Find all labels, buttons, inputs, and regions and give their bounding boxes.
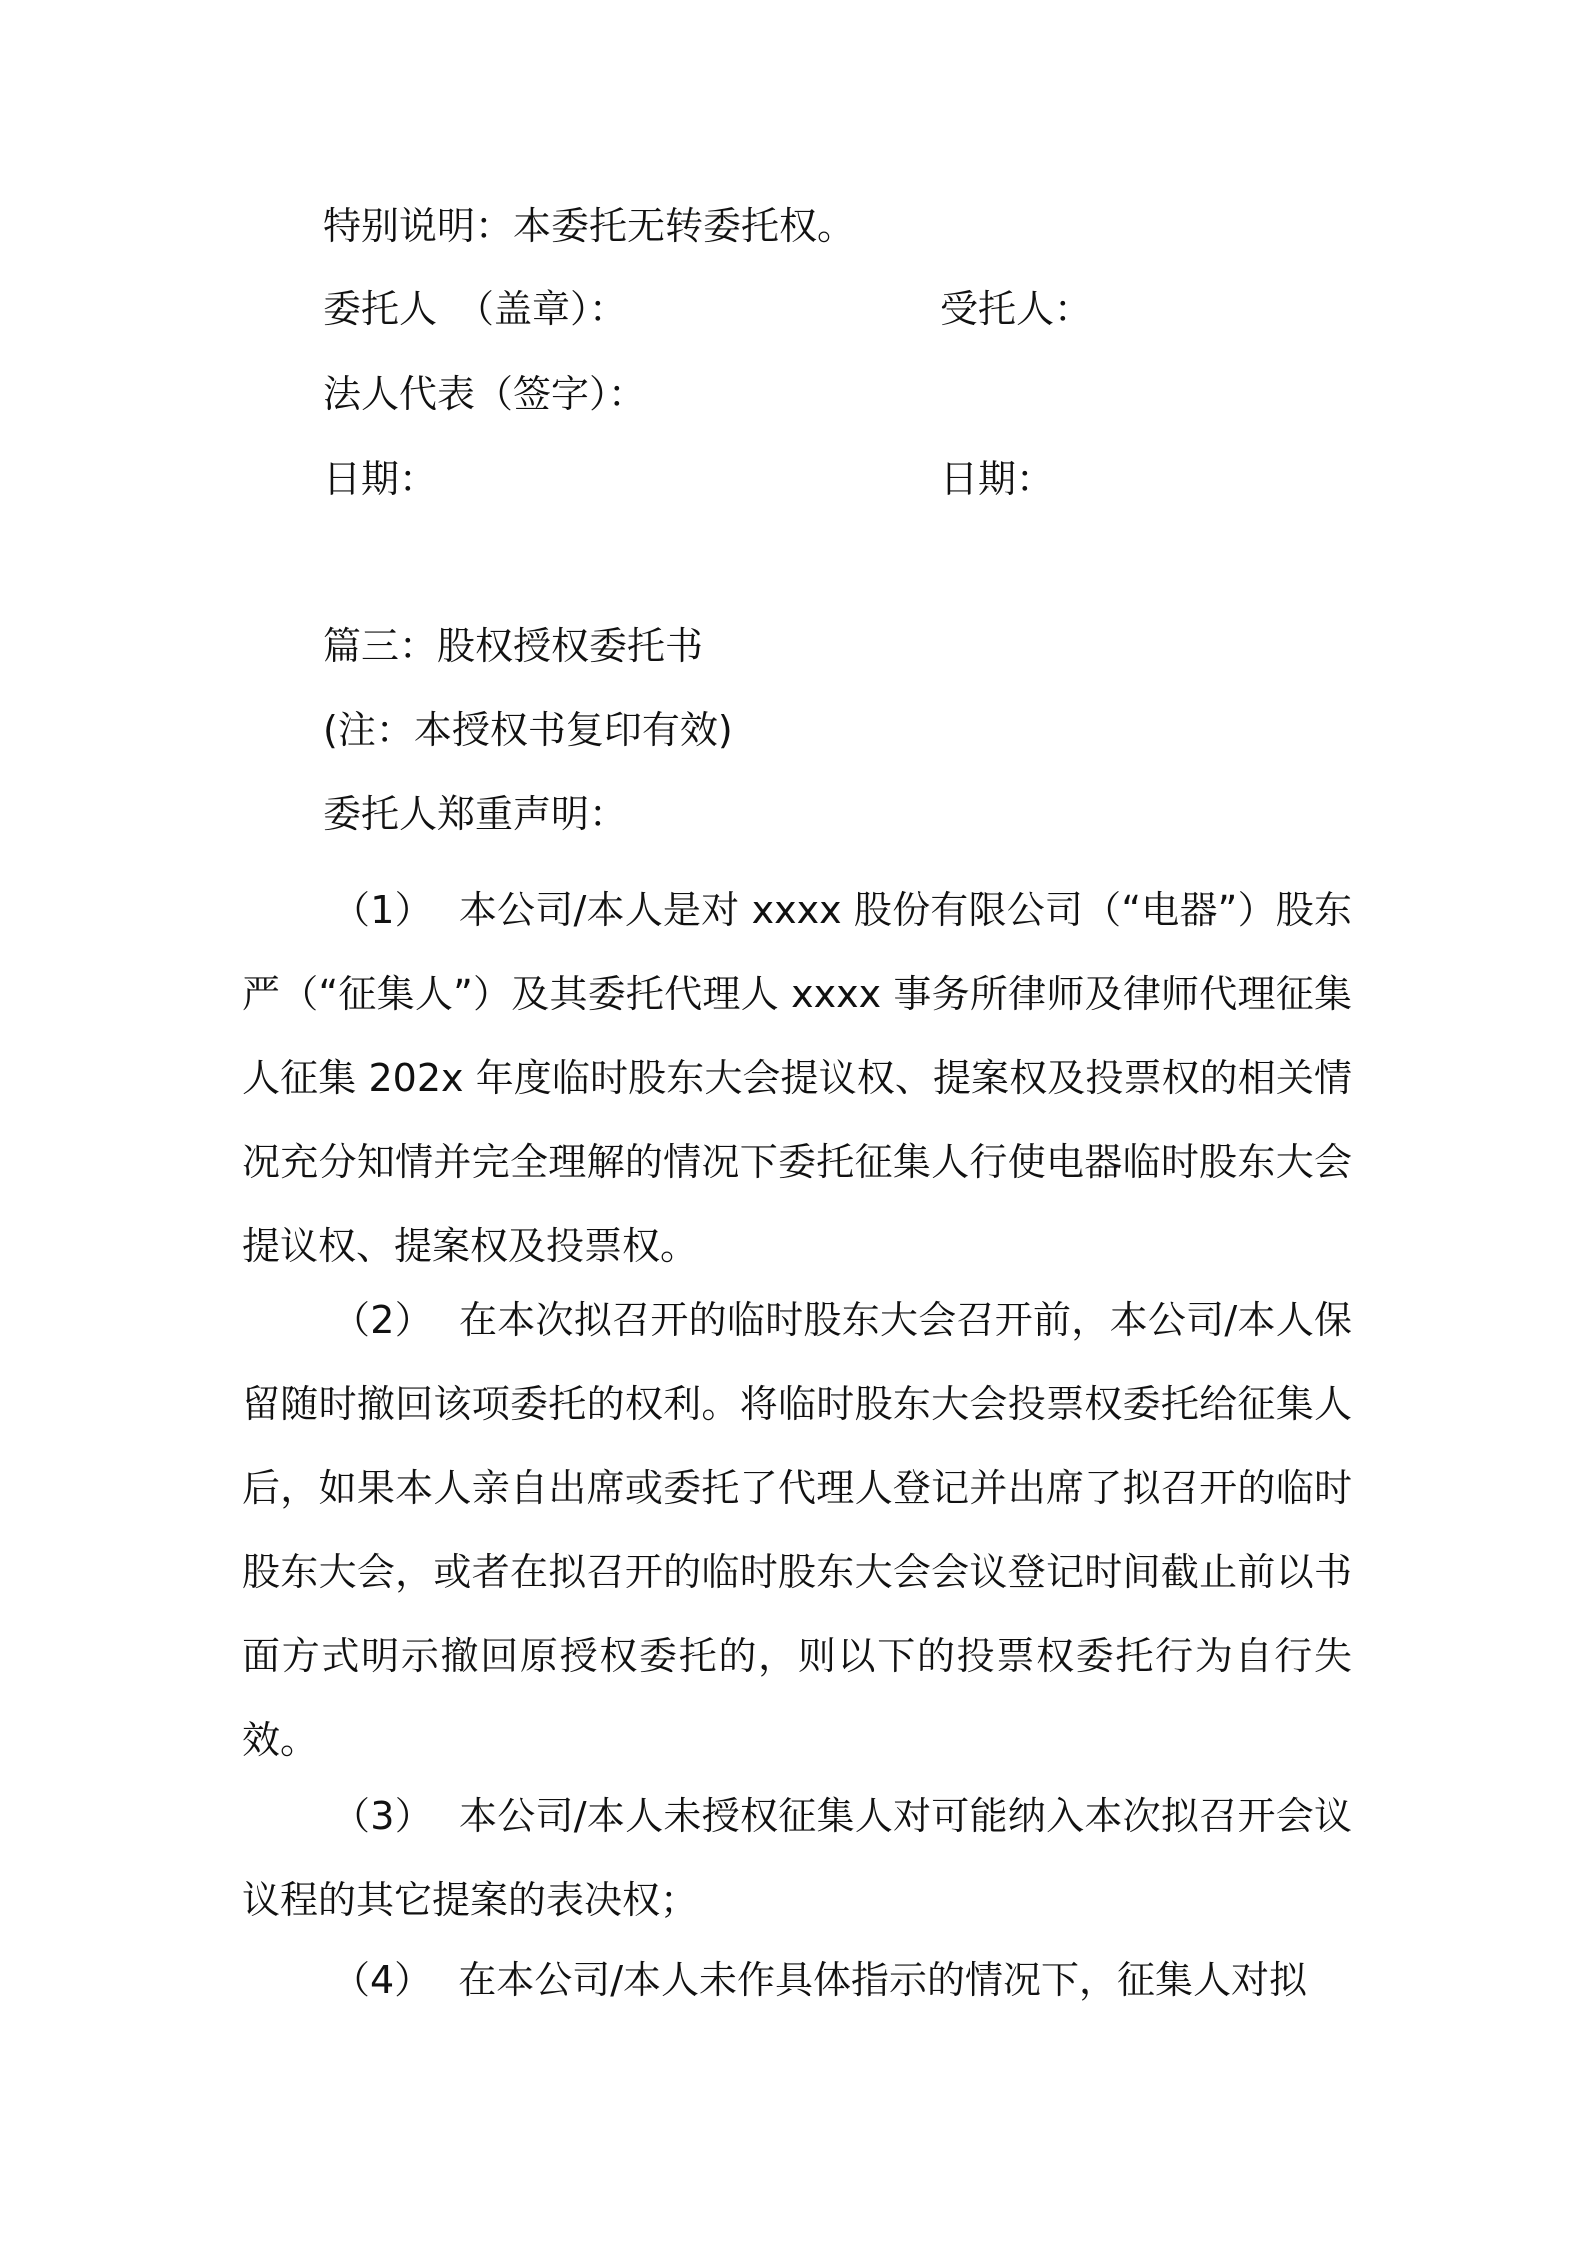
declaration-item-3 <box>242 1774 1352 1942</box>
item-text: 在本公司/本人未作具体指示的情况下，征集人对拟 <box>458 1958 1307 2002</box>
item-number: （3） <box>332 1794 433 1838</box>
item-number: （2） <box>332 1298 433 1342</box>
principal-seal-label: 委托人 （盖章）： <box>323 287 628 331</box>
declaration-item-2 <box>242 1278 1352 1782</box>
copy-valid-note: (注：本授权书复印有效) <box>323 708 733 752</box>
date-right-label: 日期： <box>940 457 1055 501</box>
legal-representative-label: 法人代表（签字）： <box>323 372 647 416</box>
declaration-intro: 委托人郑重声明： <box>323 792 628 836</box>
special-note: 特别说明：本委托无转委托权。 <box>323 204 856 248</box>
item-text: 本公司/本人是对 xxxx 股份有限公司（“电器”）股东严（“征集人”）及其委托代理人 xxxx 事务所律师及律师代理征集人征集 202x 年度临时股东大会提议权、提案权及投票权的相关情况充分知情并完全理解的情况下委托征集人行使电器临时股东大会提议权、提案权及投票权。 <box>242 888 1352 1268</box>
declaration-item-4 <box>242 1938 1352 2022</box>
date-left-label: 日期： <box>323 457 438 501</box>
item-text: 本公司/本人未授权征集人对可能纳入本次拟召开会议议程的其它提案的表决权； <box>242 1794 1352 1922</box>
agent-label: 受托人： <box>940 287 1093 331</box>
section-title: 篇三：股权授权委托书 <box>323 624 704 668</box>
item-number: （1） <box>332 888 433 932</box>
item-number: （4） <box>332 1958 433 2002</box>
declaration-item-1 <box>242 868 1352 1288</box>
item-text: 在本次拟召开的临时股东大会召开前，本公司/本人保留随时撤回该项委托的权利。将临时股东大会投票权委托给征集人后，如果本人亲自出席或委托了代理人登记并出席了拟召开的临时股东大会，或者在拟召开的临时股东大会会议登记时间截止前以书面方式明示撤回原授权委托的，则以下的投票权委托行为自行失效。 <box>242 1298 1352 1762</box>
